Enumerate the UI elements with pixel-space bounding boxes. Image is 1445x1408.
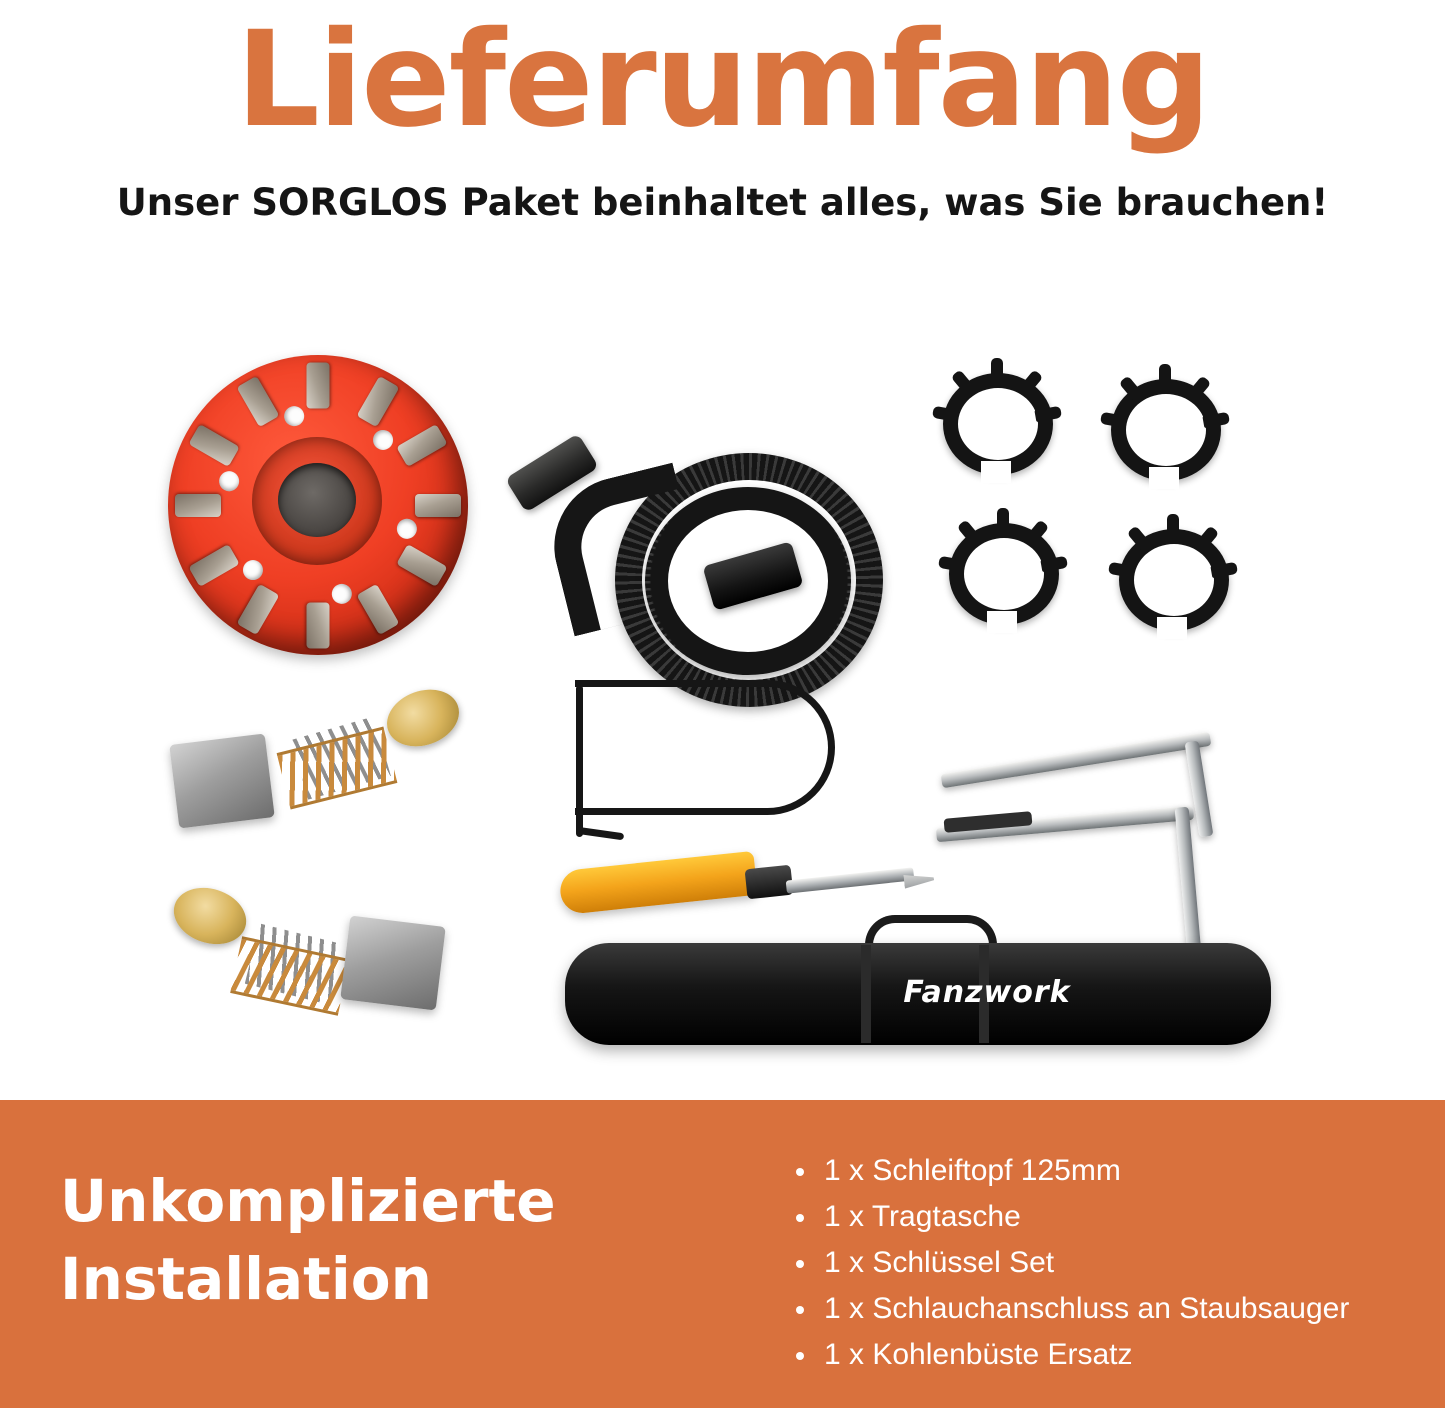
clamp-gap <box>1157 617 1187 639</box>
allen-key-long-arm <box>941 732 1212 788</box>
product-photo <box>0 255 1445 1100</box>
list-item: 1 x Schleiftopf 125mm <box>790 1148 1410 1194</box>
list-item: 1 x Schlüssel Set <box>790 1240 1410 1286</box>
screwdriver-shaft <box>786 867 915 893</box>
clamp-ring <box>1103 371 1227 487</box>
banner-title <box>60 1162 700 1318</box>
clamp-ring <box>1111 521 1235 637</box>
page-subtitle: Unser SORGLOS Paket beinhaltet alles, was Sie brauchen! <box>116 181 1329 224</box>
screwdriver-handle <box>558 851 758 915</box>
bag-brand-logo: Fanzwork <box>903 975 1071 1010</box>
cup-wheel-segment <box>175 494 221 517</box>
clamp-ring <box>935 365 1059 481</box>
clamp-gap <box>981 461 1011 483</box>
clamp-ring <box>941 515 1065 631</box>
clamp-gap <box>1149 467 1179 489</box>
wire-key-foot <box>576 827 625 841</box>
cup-wheel-product-image <box>168 355 468 655</box>
clamp-gap <box>987 611 1017 633</box>
brush-block <box>340 915 446 1010</box>
carbon-brush-product-image <box>155 875 485 1035</box>
list-item: 1 x Kohlenbüste Ersatz <box>790 1332 1410 1378</box>
brush-cap <box>379 680 467 756</box>
banner-title-line-2: Installation <box>60 1245 432 1313</box>
list-item: 1 x Tragtasche <box>790 1194 1410 1240</box>
cup-wheel-segment <box>307 603 330 649</box>
cup-wheel-bore <box>278 463 356 537</box>
clamp-tooth <box>991 358 1003 384</box>
list-item: 1 x Schlauchanschluss an Staubsauger <box>790 1286 1410 1332</box>
vacuum-hose-product-image <box>495 415 875 685</box>
header <box>0 0 1445 250</box>
cup-wheel-segment <box>415 494 461 517</box>
bottom-banner <box>0 1100 1445 1408</box>
clamp-tooth <box>1159 364 1171 390</box>
carbon-brush-product-image <box>170 695 490 845</box>
wire-key-product-image <box>575 680 835 815</box>
banner-title-line-1: Unkomplizierte <box>60 1167 556 1235</box>
cup-wheel-segment <box>307 363 330 409</box>
clamp-tooth <box>997 508 1009 534</box>
brush-block <box>169 733 275 828</box>
carry-bag-product-image <box>565 915 1275 1055</box>
package-contents-list <box>790 1148 1410 1378</box>
clamp-rings-product-image <box>925 365 1255 655</box>
clamp-tooth <box>1167 514 1179 540</box>
page-title: Lieferumfang <box>235 3 1210 157</box>
wire-key-stem <box>576 685 583 837</box>
